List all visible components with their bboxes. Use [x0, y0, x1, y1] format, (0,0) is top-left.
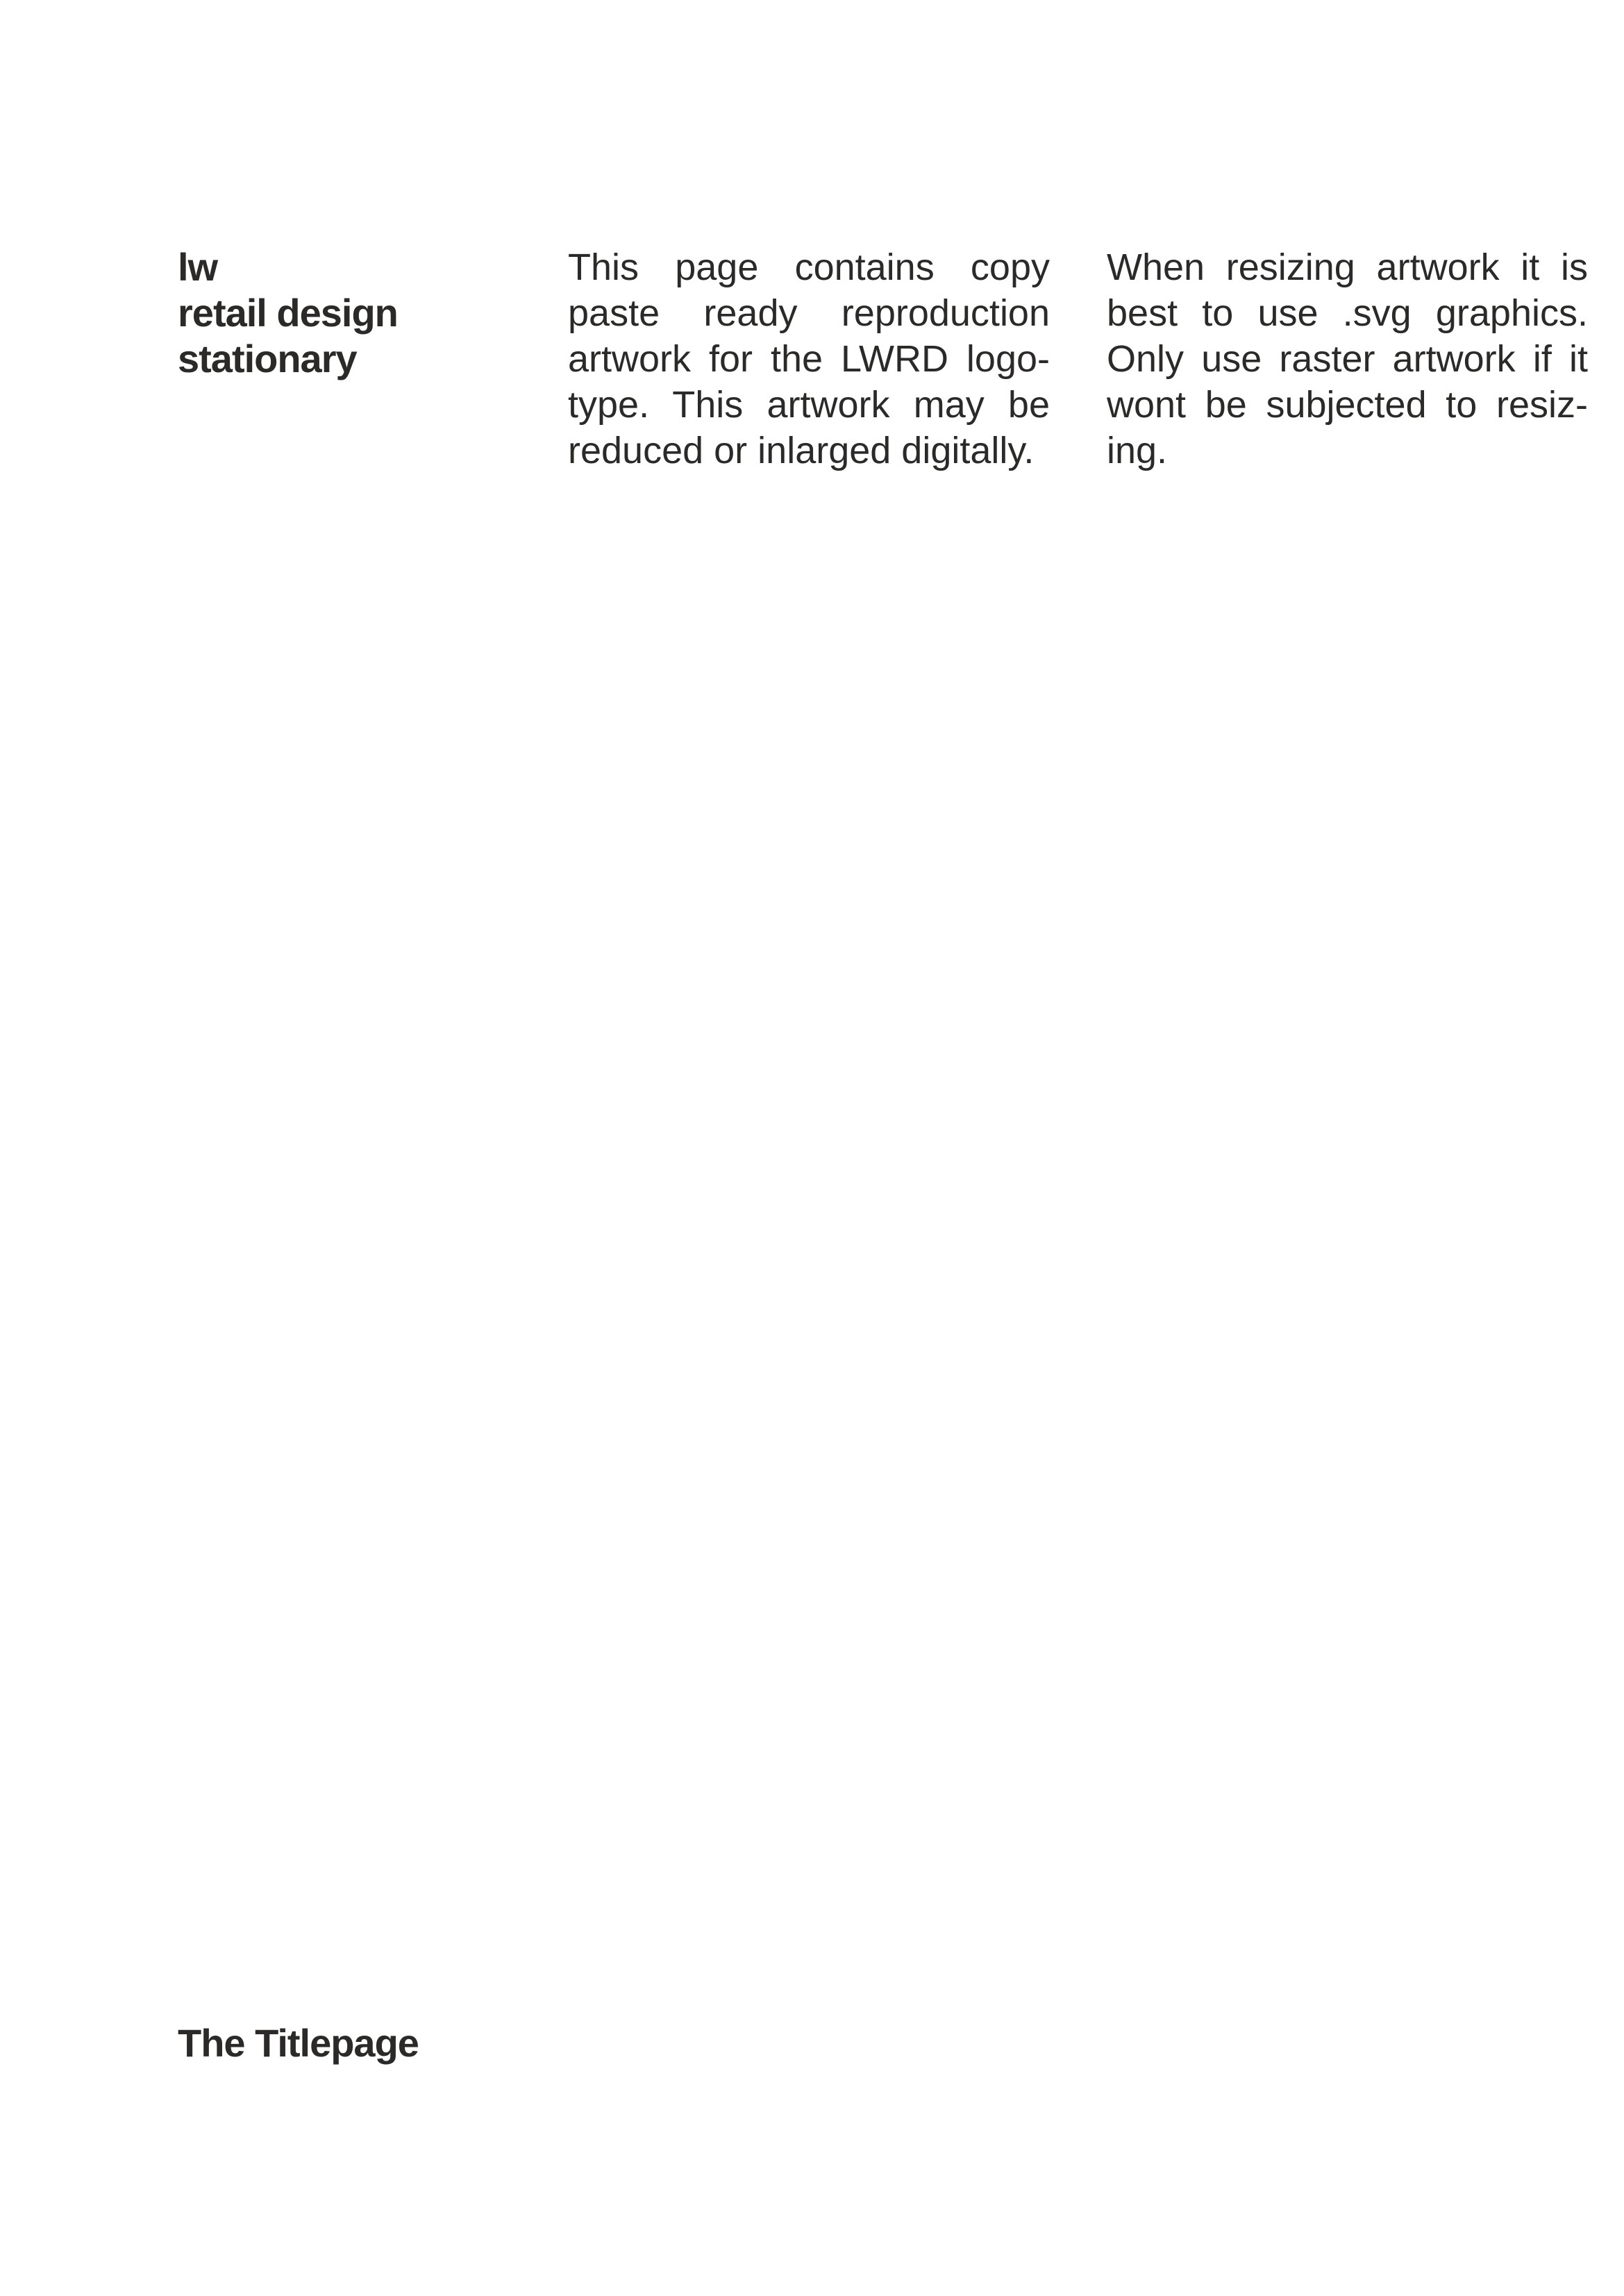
brand-heading: [178, 244, 525, 382]
brand-line: lw: [178, 245, 218, 289]
section-title: The Titlepage: [178, 2021, 419, 2065]
resize-note-line: When resizing artwork it is: [1107, 246, 1588, 288]
intro-line: reduced or inlarged digitally.: [568, 430, 1035, 471]
intro-line: artwork for the LWRD logo-: [568, 338, 1050, 380]
resize-note-line: best to use .svg graphics.: [1107, 292, 1588, 334]
intro-line: paste ready reproduction: [568, 292, 1050, 334]
resize-note-line: ing.: [1107, 430, 1168, 471]
resize-note-line: wont be subjected to resiz-: [1107, 384, 1588, 426]
intro-line: This page contains copy: [568, 246, 1050, 288]
intro-column: [568, 244, 1050, 474]
intro-line: type. This artwork may be: [568, 384, 1050, 426]
resize-note-line: Only use raster artwork if it: [1107, 338, 1588, 380]
brand-line: retail design: [178, 291, 398, 335]
resize-note-column: [1107, 244, 1588, 474]
brand-line: stationary: [178, 337, 357, 380]
